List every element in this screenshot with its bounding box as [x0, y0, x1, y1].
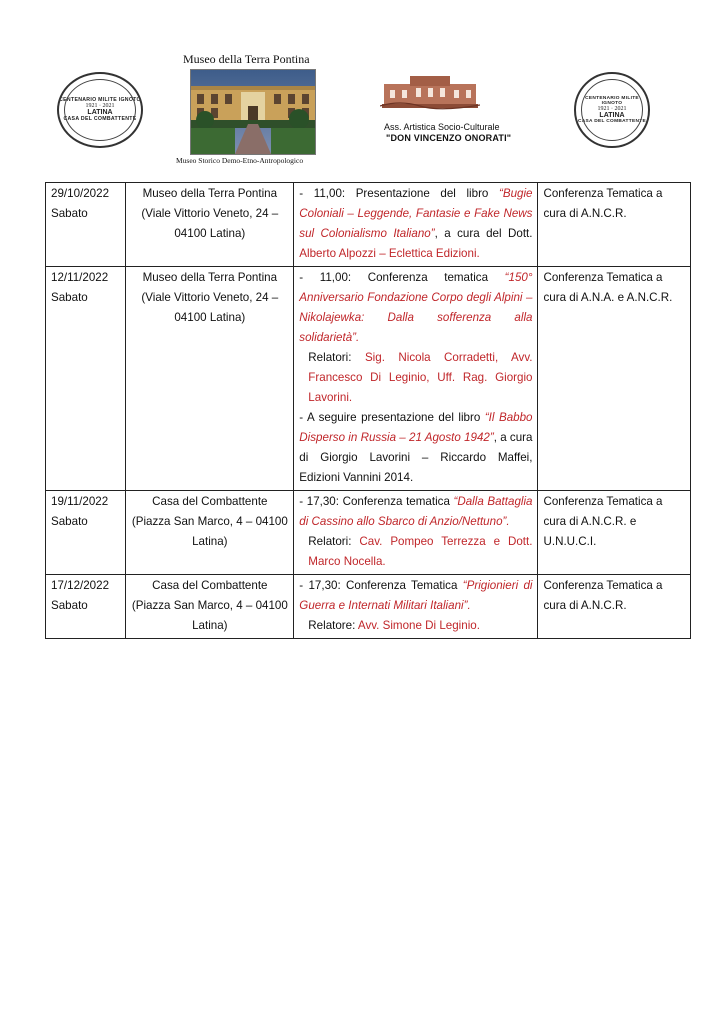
- seal-right-arc-top: CENTENARIO MILITE IGNOTO: [585, 95, 639, 106]
- event-description-cell: [294, 575, 538, 639]
- assoc-building-icon: [380, 70, 480, 110]
- speakers-line: [299, 532, 532, 572]
- book-title: “Il Babbo Disperso in Russia – 21 Agosto 1942”: [299, 411, 533, 444]
- event-description-cell: [294, 491, 538, 575]
- assoc-line1: Ass. Artistica Socio-Culturale: [384, 122, 500, 132]
- seal-left-arc-bottom: CASA DEL COMBATTENTE: [63, 115, 137, 122]
- assoc-building-logo: [380, 70, 480, 110]
- desc-prefix: - 17,30: Conferenza Tematica: [299, 579, 463, 592]
- desc-prefix: - 17,30: Conferenza tematica: [299, 495, 454, 508]
- conference-title: “Dalla Battaglia di Cassino allo Sbarco di Anzio/Nettuno”.: [299, 495, 533, 528]
- event-place-cell: [126, 491, 294, 575]
- event-date: 17/12/2022: [51, 579, 110, 592]
- assoc-line2: "DON VINCENZO ONORATI": [386, 133, 512, 143]
- event-note-cell: [538, 183, 691, 267]
- conference-title: “Prigionieri di Guerra e Internati Militari Italiani”.: [299, 579, 533, 612]
- museum-building-image: [191, 70, 315, 154]
- event-place-cell: [126, 575, 294, 639]
- seal-left-arc-top: CENTENARIO MILITE IGNOTO: [59, 96, 141, 103]
- seal-left-logo: [57, 72, 143, 148]
- seal-right-middle: LATINA: [599, 111, 625, 119]
- place-name: Casa del Combattente: [152, 579, 268, 592]
- event-day: Sabato: [51, 291, 88, 304]
- table-row: [46, 267, 691, 491]
- place-address-1: (Viale Vittorio Veneto, 24 –: [141, 291, 279, 304]
- place-address-1: (Viale Vittorio Veneto, 24 –: [141, 207, 279, 220]
- table-row: [46, 183, 691, 267]
- place-address-1: (Piazza San Marco, 4 – 04100: [131, 515, 288, 528]
- event-date: 19/11/2022: [51, 495, 109, 508]
- event-date: 29/10/2022: [51, 187, 110, 200]
- page-header: [0, 0, 724, 175]
- author-name: Alberto Alpozzi – Eclettica Edizioni.: [299, 247, 480, 260]
- place-name: Museo della Terra Pontina: [142, 187, 278, 200]
- event-description-cell: [294, 183, 538, 267]
- event-note-cell: [538, 575, 691, 639]
- event-day: Sabato: [51, 599, 88, 612]
- event-note: Conferenza Tematica a cura di A.N.C.R. e U.N.U.C.I.: [543, 495, 663, 548]
- speakers-line: [299, 616, 532, 636]
- event-date-cell: [46, 491, 126, 575]
- event-note-cell: [538, 491, 691, 575]
- museum-title: Museo della Terra Pontina: [183, 52, 310, 66]
- event-date-cell: [46, 575, 126, 639]
- event-date: 12/11/2022: [51, 271, 109, 284]
- museum-photo: [190, 69, 316, 155]
- table-row: [46, 575, 691, 639]
- event-note: Conferenza Tematica a cura di A.N.A. e A.N.C.R.: [543, 271, 673, 304]
- event-day: Sabato: [51, 207, 88, 220]
- desc2-prefix: - A seguire presentazione del libro: [299, 411, 485, 424]
- event-note: Conferenza Tematica a cura di A.N.C.R.: [543, 187, 663, 220]
- place-address-2: Latina): [192, 535, 228, 548]
- book-title: “Bugie Coloniali – Leggende, Fantasie e Fake News sul Colonialismo Italiano”: [299, 187, 533, 240]
- speakers-label: Relatori:: [308, 351, 365, 364]
- seal-left-years: 1921 · 2021: [85, 103, 115, 110]
- event-date-cell: [46, 183, 126, 267]
- event-place-cell: [126, 183, 294, 267]
- table-row: [46, 491, 691, 575]
- place-name: Museo della Terra Pontina: [142, 271, 278, 284]
- event-note-cell: [538, 267, 691, 491]
- speakers-label: Relatori:: [308, 535, 360, 548]
- museum-caption: Museo Storico Demo-Etno-Antropologico: [176, 156, 304, 165]
- place-address-2: Latina): [192, 619, 228, 632]
- event-date-cell: [46, 267, 126, 491]
- events-table: [45, 182, 691, 639]
- speakers-line: [299, 348, 532, 408]
- place-address-2: 04100 Latina): [174, 227, 246, 240]
- speakers-names: Sig. Nicola Corradetti, Avv. Francesco Di Leginio, Uff. Rag. Giorgio Lavorini.: [308, 351, 533, 404]
- place-name: Casa del Combattente: [152, 495, 268, 508]
- seal-right-arc-bottom: CASA DEL COMBATTENTE: [577, 119, 646, 125]
- event-note: Conferenza Tematica a cura di A.N.C.R.: [543, 579, 663, 612]
- seal-right-years: 1921 · 2021: [597, 105, 627, 112]
- desc2-suffix: , a cura di Giorgio Lavorini – Riccardo Maffei, Edizioni Vannini 2014.: [299, 431, 533, 484]
- conference-title: “150° Anniversario Fondazione Corpo degli Alpini – Nikolajewka: Dalla sofferenza alla solidarietà”.: [299, 271, 533, 344]
- seal-left-middle: LATINA: [87, 109, 113, 117]
- desc-prefix: - 11,00: Conferenza tematica: [299, 271, 505, 284]
- speakers-names: Cav. Pompeo Terrezza e Dott. Marco Nocella.: [308, 535, 533, 568]
- event-day: Sabato: [51, 515, 88, 528]
- desc-prefix: - 11,00: Presentazione del libro: [299, 187, 499, 200]
- event-description-cell: [294, 267, 538, 491]
- place-address-1: (Piazza San Marco, 4 – 04100: [131, 599, 288, 612]
- seal-right-logo: [574, 72, 650, 148]
- speakers-label: Relatore:: [308, 619, 358, 632]
- desc-suffix: , a cura del Dott.: [434, 227, 533, 240]
- event-place-cell: [126, 267, 294, 491]
- speakers-names: Avv. Simone Di Leginio.: [357, 619, 480, 632]
- place-address-2: 04100 Latina): [174, 311, 246, 324]
